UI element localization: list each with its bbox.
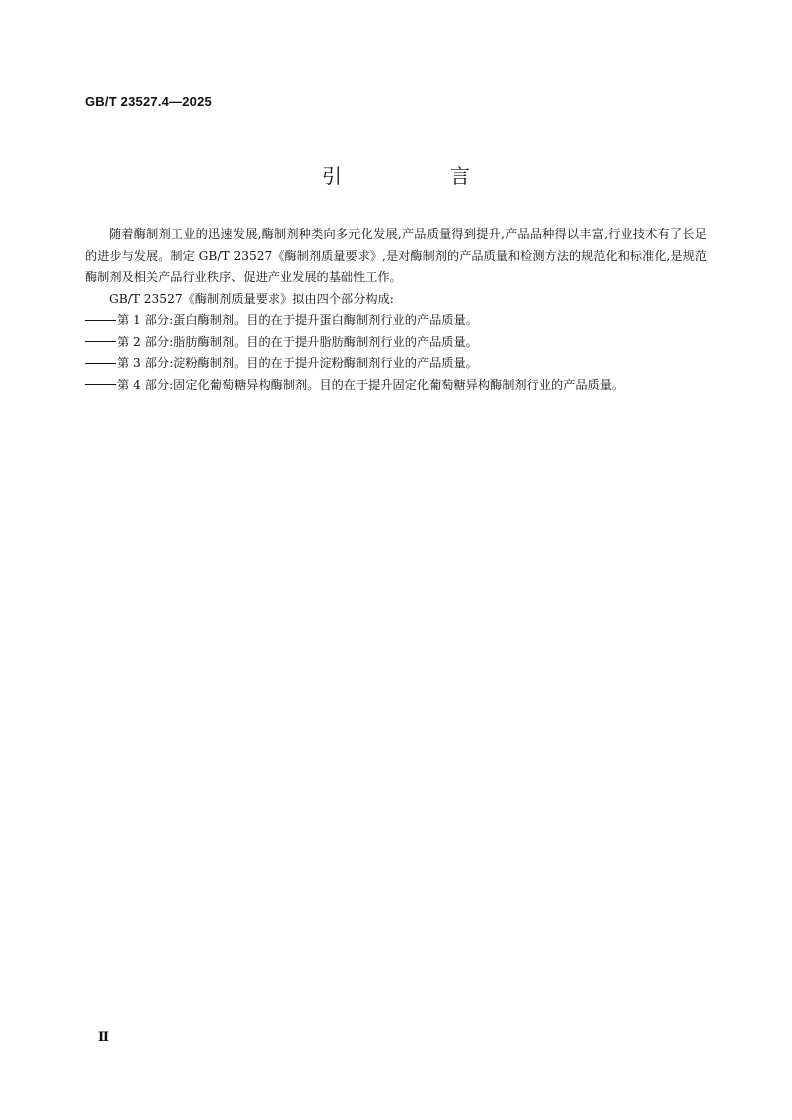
list-item-part-4 bbox=[85, 375, 707, 397]
dash-bullet bbox=[85, 359, 117, 369]
dash-bullet bbox=[85, 316, 117, 326]
dash-bullet bbox=[85, 337, 117, 347]
list-item-part-2 bbox=[85, 332, 707, 354]
paragraph-intro: 随着酶制剂工业的迅速发展,酶制剂种类向多元化发展,产品质量得到提升,产品品种得以丰富,行业技术有了长足的进步与发展。制定 GB/T 23527《酶制剂质量要求》,是对酶制剂的产品质量和检测方法的规范化和标准化,是规范酶制剂及相关产品行业秩序、促进产业发展的基础性工作。 bbox=[85, 227, 707, 284]
paragraph-structure: GB/T 23527《酶制剂质量要求》拟由四个部分构成: bbox=[109, 291, 394, 306]
page-number: Ⅱ bbox=[98, 1030, 109, 1045]
list-item-text: 第 3 部分:淀粉酶制剂。目的在于提升淀粉酶制剂行业的产品质量。 bbox=[117, 356, 478, 370]
list-item-part-1 bbox=[85, 310, 707, 332]
page-title: 引 言 bbox=[322, 164, 514, 188]
list-item-part-3 bbox=[85, 353, 707, 375]
standard-number: GB/T 23527.4—2025 bbox=[85, 94, 212, 109]
list-item-text: 第 1 部分:蛋白酶制剂。目的在于提升蛋白酶制剂行业的产品质量。 bbox=[117, 313, 478, 327]
list-item-text: 第 2 部分:脂肪酶制剂。目的在于提升脂肪酶制剂行业的产品质量。 bbox=[117, 334, 478, 349]
document-body bbox=[85, 224, 707, 396]
list-item-text: 第 4 部分:固定化葡萄糖异构酶制剂。目的在于提升固定化葡萄糖异构酶制剂行业的产品质量。 bbox=[117, 377, 625, 392]
dash-bullet bbox=[85, 380, 117, 390]
